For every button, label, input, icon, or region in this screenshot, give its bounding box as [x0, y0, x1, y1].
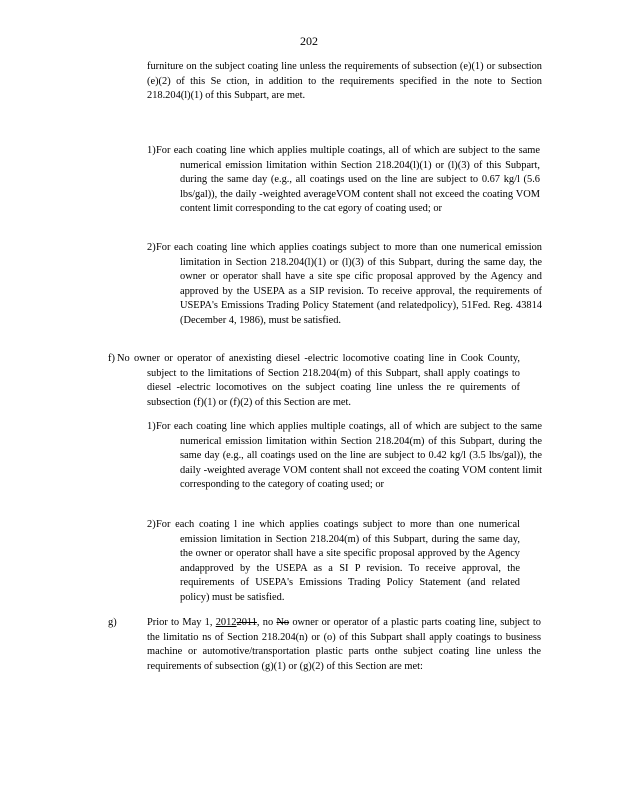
item-g-text — [147, 616, 541, 674]
item-g-pre: Prior to May 1, — [147, 617, 216, 628]
item-g-mid: , no — [256, 617, 277, 628]
item-f-text — [117, 352, 520, 410]
item-f2-text — [156, 518, 520, 605]
item-f-body: No owner or operator of anexisting diesel -electric locomotive coating line in Cook County, subject to the limitations of Section 218.204(m) of this Subpart, shall apply coatings to diesel -electric locomotives on the subject coating line unless the re quirements of subsection (f)(1) or (f)(2) of this Section are met. — [117, 353, 520, 408]
item-f1-text — [156, 420, 542, 493]
item-f1-number: 1) — [147, 421, 156, 432]
continued-paragraph: furniture on the subject coating line unless the requirements of subsection (e)(1) or subsection (e)(2) of this Se ction, in addition to the requirements specified in the note to Section 218.204(l)(1) of this Subpart, are met. — [147, 61, 542, 101]
page-number: 202 — [300, 34, 318, 48]
item-f2-number: 2) — [147, 519, 156, 530]
item-g-year-new: 2011 — [236, 617, 257, 628]
item-e2-body: For each coating line which applies coatings subject to more than one numerical emission limitation in Section 218.204(l)(1) or (l)(3) of this Subpart, during the same day, the owner or operator shall have a site spe cific proposal approved by the Agency and approved by the USEPA as a SIP revision. To receive approval, the requirements of USEPA's Emissions Trading Policy Statement (and relatedpolicy), 51Fed. Reg. 43814 (December 4, 1986), must be satisfied. — [156, 242, 542, 326]
item-f2-body: For each coating l ine which applies coatings subject to more than one numerical emission limitation in Section 218.204(m) of this Subpart, during the same day, the owner or operator shall have a site specific proposal approved by the Agency andapproved by the USEPA as a SI P revision. To receive approval, the requirements of USEPA's Emissions Trading Policy Statement (and related policy) must be satisfied. — [156, 519, 520, 603]
item-f1-body: For each coating line which applies multiple coatings, all of which are subject to the same numerical emission limitation within Section 218.204(m) of this Subpart, during the same day (e.g., all coatings used on the line are subject to 0.42 kg/l (3.5 lbs/gal)), the daily -weighted average VOM content shall not exceed the coating VOM content limit corresponding to the category of coating used; or — [156, 421, 542, 490]
item-e1-text — [156, 144, 540, 217]
item-g-year-old: 2012 — [215, 617, 237, 628]
item-e1-body: For each coating line which applies multiple coatings, all of which are subject to the same numerical emission limitation within Section 218.204(l)(1) or (l)(3) of this Subpart, during the same day (e.g., all coatings used on the line are subject to 0.67 kg/l (5.6 lbs/gal)), the daily -weighted averageVOM content shall not exceed the coating VOM content limit corresponding to the cat egory of coating used; or — [156, 145, 540, 214]
item-e2-number: 2) — [147, 242, 156, 253]
item-g-struck: No — [276, 617, 290, 628]
item-e2-text — [156, 241, 542, 328]
item-f-label: f) — [108, 353, 115, 364]
item-e1-number: 1) — [147, 145, 156, 156]
item-g-rest: owner or operator of a plastic parts coating line, subject to the limitatio ns of Section 218.204(n) or (o) of this Subpart shall apply coatings to business machine or automotive/transportation plastic parts onthe subject coating line unless the requirements of subsection (g)(1) or (g)(2) of this Section are met: — [147, 617, 541, 672]
item-g-label: g) — [108, 617, 117, 628]
